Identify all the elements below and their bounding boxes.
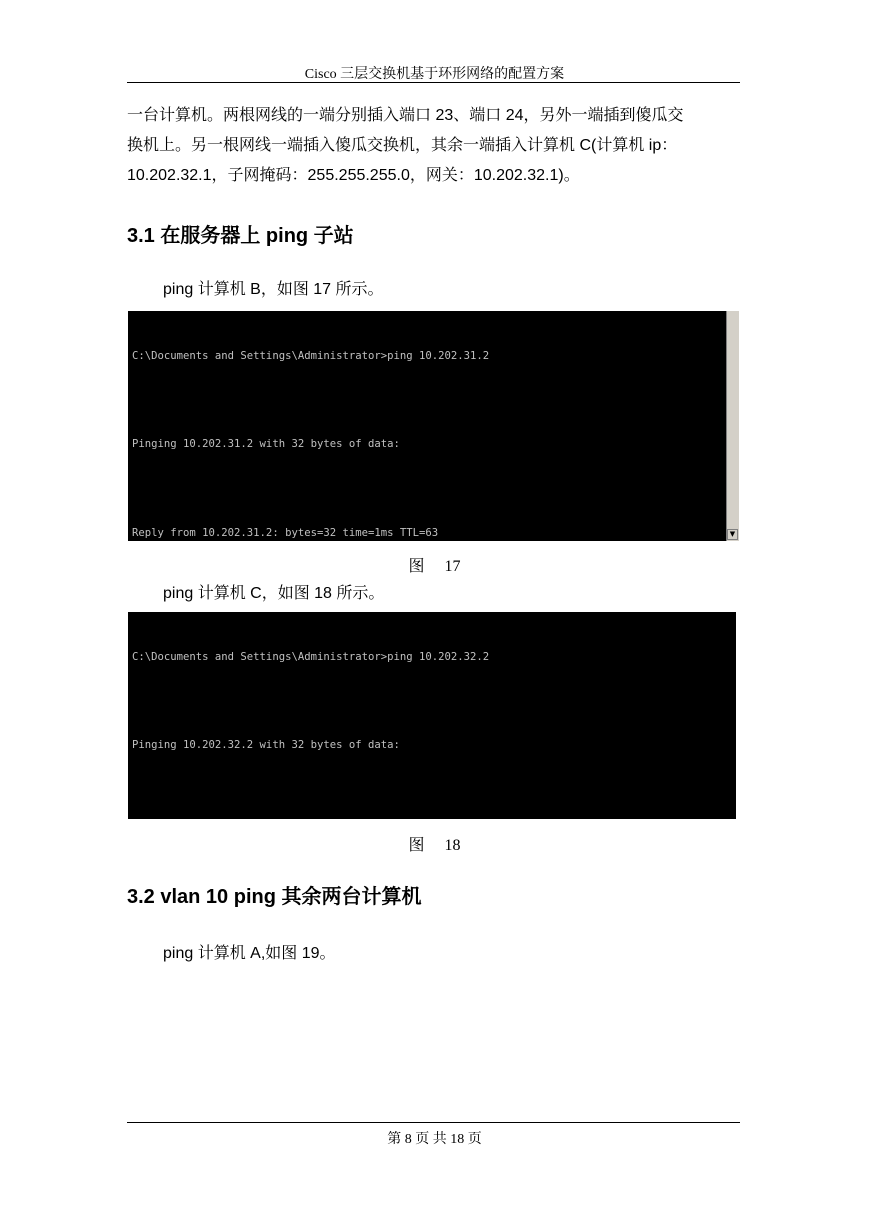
terminal-line (132, 393, 739, 408)
terminal-line (132, 482, 739, 497)
figure-18-caption (0, 832, 869, 855)
figure-17-caption (0, 553, 869, 576)
ping-computer-c-text: ping 计算机 C，如图 18 所示。 (163, 585, 385, 602)
intro-paragraph (127, 101, 747, 191)
terminal-line (132, 783, 736, 798)
figure-17-number: 17 (444, 558, 461, 575)
intro-line-3: 10.202.32.1，子网掩码：255.255.255.0，网关：10.202.32.1)。 (127, 167, 580, 184)
terminal-line: C:\Documents and Settings\Administrator>ping 10.202.32.2 (132, 650, 490, 663)
terminal-line: Pinging 10.202.31.2 with 32 bytes of data: (132, 438, 400, 451)
section-3-1-heading: 3.1 在服务器上 ping 子站 (127, 225, 354, 247)
terminal-window-figure-17 (128, 311, 739, 541)
section-3-2-heading: 3.2 vlan 10 ping 其余两台计算机 (127, 886, 422, 908)
scroll-down-arrow-icon[interactable]: ▼ (727, 529, 738, 540)
page-header-title: Cisco 三层交换机基于环形网络的配置方案 (304, 67, 565, 82)
intro-line-2: 换机上。另一根网线一端插入傻瓜交换机，其余一端插入计算机 C(计算机 ip： (127, 137, 678, 154)
terminal-window-figure-18 (128, 612, 736, 819)
ping-computer-b-text: ping 计算机 B，如图 17 所示。 (163, 281, 384, 298)
page-number-footer: 第 8 页 共 18 页 (387, 1132, 482, 1147)
terminal-line: C:\Documents and Settings\Administrator>ping 10.202.31.2 (132, 349, 490, 362)
ping-computer-a-text: ping 计算机 A,如图 19。 (163, 945, 336, 962)
figure-18-number: 18 (444, 837, 461, 854)
terminal-line: Pinging 10.202.32.2 with 32 bytes of data: (132, 739, 400, 752)
figure-17-label: 图 (408, 558, 425, 575)
footer-rule (127, 1122, 740, 1123)
figure-18-label: 图 (408, 837, 425, 854)
header-rule (127, 82, 740, 83)
terminal-scrollbar[interactable] (726, 311, 739, 541)
terminal-line: Reply from 10.202.31.2: bytes=32 time=1ms TTL=63 (132, 527, 439, 540)
terminal-line (132, 694, 736, 709)
intro-line-1: 一台计算机。两根网线的一端分别插入端口 23、端口 24，另外一端插到傻瓜交 (127, 107, 684, 124)
